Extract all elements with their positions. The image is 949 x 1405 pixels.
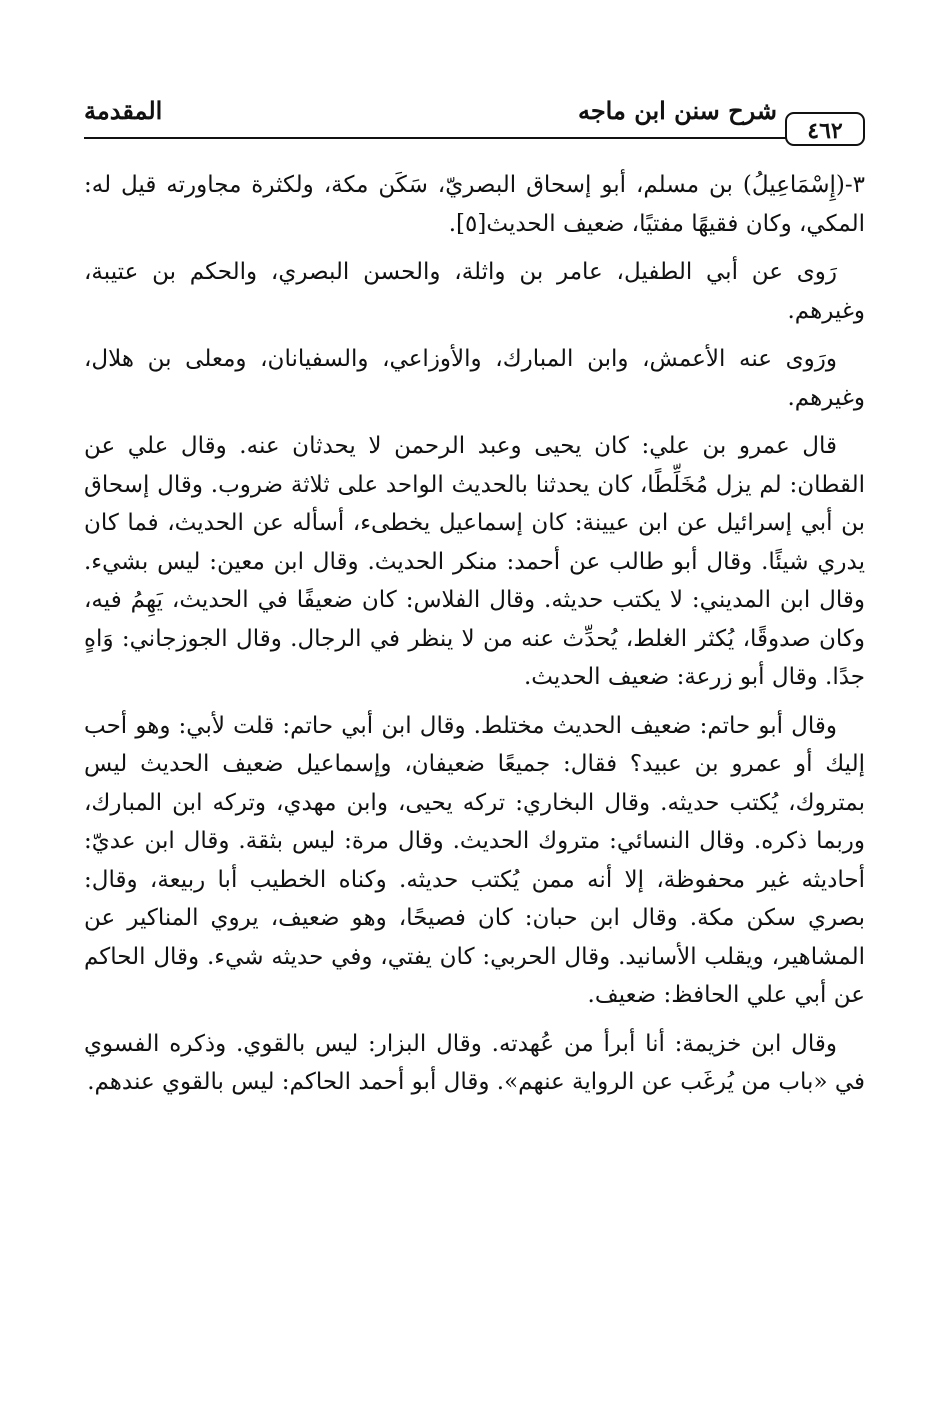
page-body: [84, 166, 865, 1112]
paragraph-1: ٣-(إِسْمَاعِيلُ) بن مسلم، أبو إسحاق البصريّ، سَكَن مكة، ولكثرة مجاورته قيل له: المكي، وكان فقيهًا مفتيًا، ضعيف الحديث[٥].: [84, 172, 865, 237]
paragraph-2: رَوى عن أبي الطفيل، عامر بن واثلة، والحسن البصري، والحكم بن عتيبة، وغيرهم.: [84, 259, 865, 324]
paragraph-4: قال عمرو بن علي: كان يحيى وعبد الرحمن لا يحدثان عنه. وقال علي عن القطان: لم يزل مُخَلِّطًا، كان يحدثنا بالحديث الواحد على ثلاثة ضروب. وقال إسحاق بن أبي إسرائيل عن ابن عيينة: كان إسماعيل يخطىء، أسأله عن الحديث، فما كان يدري شيئًا. وقال أبو طالب عن أحمد: منكر الحديث. وقال ابن معين: ليس بشيء. وقال ابن المديني: لا يكتب حديثه. وقال الفلاس: كان ضعيفًا في الحديث، يَهِمُ فيه، وكان صدوقًا، يُكثر الغلط، يُحدِّث عنه من لا ينظر في الرجال. وقال الجوزجاني: وَاهٍ جدًا. وقال أبو زرعة: ضعيف الحديث.: [84, 433, 865, 690]
paragraph-3: ورَوى عنه الأعمش، وابن المبارك، والأوزاعي، والسفيانان، ومعلى بن هلال، وغيرهم.: [84, 346, 865, 411]
section-title: المقدمة: [84, 96, 163, 125]
page-number-box: ٤٦٢: [785, 112, 865, 146]
page-header: [84, 92, 865, 148]
book-title: شرح سنن ابن ماجه: [577, 96, 777, 125]
header-rule: [84, 137, 787, 139]
paragraph-6: وقال ابن خزيمة: أنا أبرأ من عُهدته. وقال البزار: ليس بالقوي. وذكره الفسوي في «باب من يُرغَب عن الرواية عنهم». وقال أبو أحمد الحاكم: ليس بالقوي عندهم.: [84, 1030, 865, 1095]
paragraph-5: وقال أبو حاتم: ضعيف الحديث مختلط. وقال ابن أبي حاتم: قلت لأبي: وهو أحب إليك أو عمرو بن عبيد؟ فقال: جميعًا ضعيفان، وإسماعيل ضعيف الحديث ليس بمتروك، يُكتب حديثه. وقال البخاري: تركه يحيى، وابن مهدي، وتركه ابن المبارك، وربما ذكره. وقال النسائي: متروك الحديث. وقال مرة: ليس بثقة. وقال ابن عديّ: أحاديثه غير محفوظة، إلا أنه ممن يُكتب حديثه. وكناه الخطيب أبا ربيعة، وقال: بصري سكن مكة. وقال ابن حبان: كان فصيحًا، وهو ضعيف، يروي المناكير عن المشاهير، ويقلب الأسانيد. وقال الحربي: كان يفتي، وفي حديثه شيء. وقال الحاكم عن أبي علي الحافظ: ضعيف.: [84, 712, 865, 1008]
